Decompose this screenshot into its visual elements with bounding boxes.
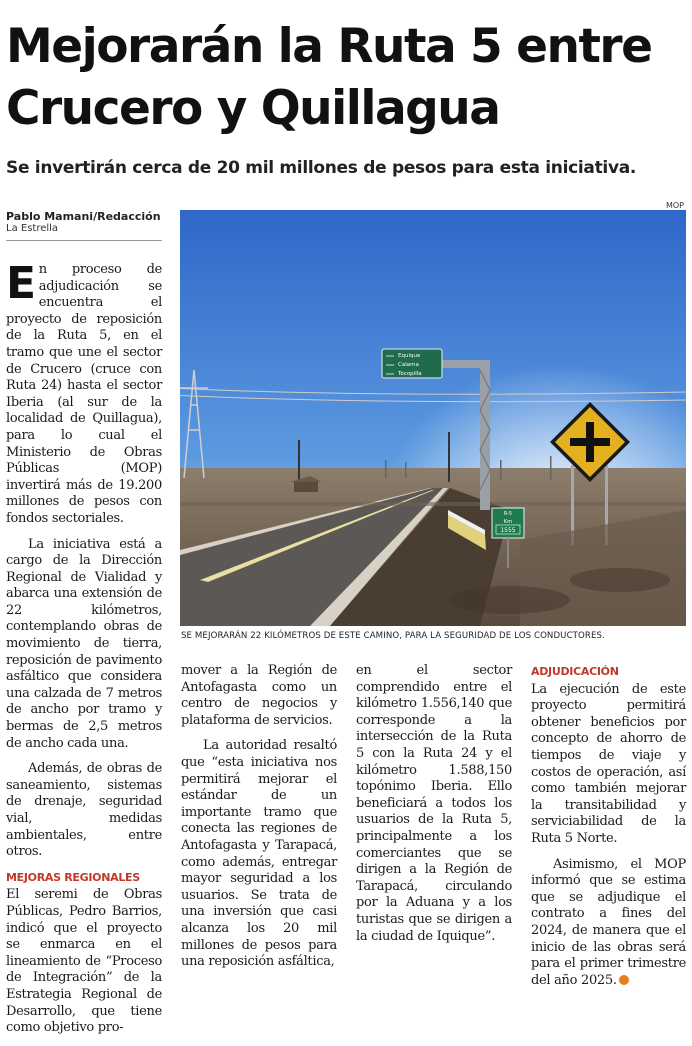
photo-credit: MOP: [665, 201, 684, 210]
paragraph-7: La ejecución de este proyecto permitirá obtener beneficios por concepto de ahorro de tiempos de viaje y costos de operación, así como también mejorar la transitabilidad y serviciabilidad de la Ruta 5 Norte.: [531, 681, 686, 846]
road-photo: [180, 210, 686, 626]
paragraph-8: [531, 857, 686, 990]
article-column-2: [181, 663, 337, 980]
paragraph-4a: El seremi de Obras Públicas, Pedro Barrios, indicó que el proyecto se enmarca en el lineamiento de “Proceso de Integración” de la Estrategia Regional de Desarrollo, que tiene como objetivo pro-: [6, 887, 162, 1036]
sign-line-3: Tocopilla: [398, 371, 422, 377]
byline-divider: [6, 240, 162, 241]
byline-publication: La Estrella: [6, 223, 59, 234]
km-route: R-5: [503, 511, 513, 517]
paragraph-8-text: Asimismo, el MOP informó que se estima que se adjudique el contrato a fines del 2024, de manera que el inicio de las obras será para el primer trimestre del año 2025.: [531, 856, 686, 988]
headline: Mejorarán la Ruta 5 entre Crucero y Quillagua: [6, 19, 652, 136]
sign-line-1: Equique: [398, 353, 421, 359]
photo-caption: SE MEJORARÁN 22 KILÓMETROS DE ESTE CAMINO, PARA LA SEGURIDAD DE LOS CONDUCTORES.: [181, 631, 605, 641]
drop-cap: E: [6, 258, 36, 309]
sign-line-2: Calama: [398, 362, 419, 368]
paragraph-2: La iniciativa está a cargo de la Dirección Regional de Vialidad y abarca una extensión de 22 kilómetros, contemplando obras de movimiento de tierra, reposición de pavimento asfáltico que considera una calzada de 7 metros de ancho por tramo y bermas de 2,5 metros de ancho cada una.: [6, 536, 162, 751]
km-value: 1555: [500, 527, 516, 534]
article-column-1: [6, 258, 162, 1046]
lead-paragraph-text: n proceso de adjudicación se encuentra el proyecto de reposición de la Ruta 5, en el tramo que une el sector de Crucero (cruce con Ruta 24) hasta el sector Iberia (al sur de la localidad de Quillagua), para lo cual el Ministerio de Obras Públicas (MOP) invertirá más de 19.200 millones de pesos con fondos sectoriales.: [6, 262, 162, 526]
km-label: Km: [503, 519, 513, 525]
article-column-3: [356, 663, 512, 954]
subheadline: Se invertirán cerca de 20 mil millones de pesos para esta iniciativa.: [6, 158, 637, 178]
road-photo-illustration: [180, 210, 686, 626]
direction-sign: [382, 349, 442, 378]
byline-author: Pablo Mamani/Redacción: [6, 210, 161, 223]
article-column-4: [531, 660, 686, 998]
paragraph-4b: mover a la Región de Antofagasta como un centro de negocios y plataforma de servicios.: [181, 663, 337, 728]
paragraph-6: en el sector comprendido entre el kilómetro 1.556,140 que corresponde a la intersección de la Ruta 5 con la Ruta 24 y el kilómetro 1.588,150 topónimo Iberia. Ello beneficiará a todos los usuarios de la Ruta 5, principalmente a los comerciantes que se dirigen a la Región de Tarapacá, circulando por la Aduana y a los turistas que se dirigen a la ciudad de Iquique”.: [356, 663, 512, 944]
paragraph-5: La autoridad resaltó que “esta iniciativa nos permitirá mejorar el estándar de un importante tramo que conecta las regiones de Antofagasta y Tarapacá, como además, entregar mayor seguridad a los usuarios. Se trata de una inversión que casi alcanza los 20 mil millones de pesos para una reposición asfáltica,: [181, 738, 337, 970]
end-of-article-icon: ✪: [619, 975, 629, 985]
section-heading-adjudicacion: ADJUDICACIÓN: [531, 665, 619, 678]
section-heading-mejoras: MEJORAS REGIONALES: [6, 870, 140, 884]
lead-paragraph: [6, 258, 162, 528]
paragraph-3: Además, de obras de saneamiento, sistemas de drenaje, seguridad vial, medidas ambientales, entre otros.: [6, 761, 162, 860]
